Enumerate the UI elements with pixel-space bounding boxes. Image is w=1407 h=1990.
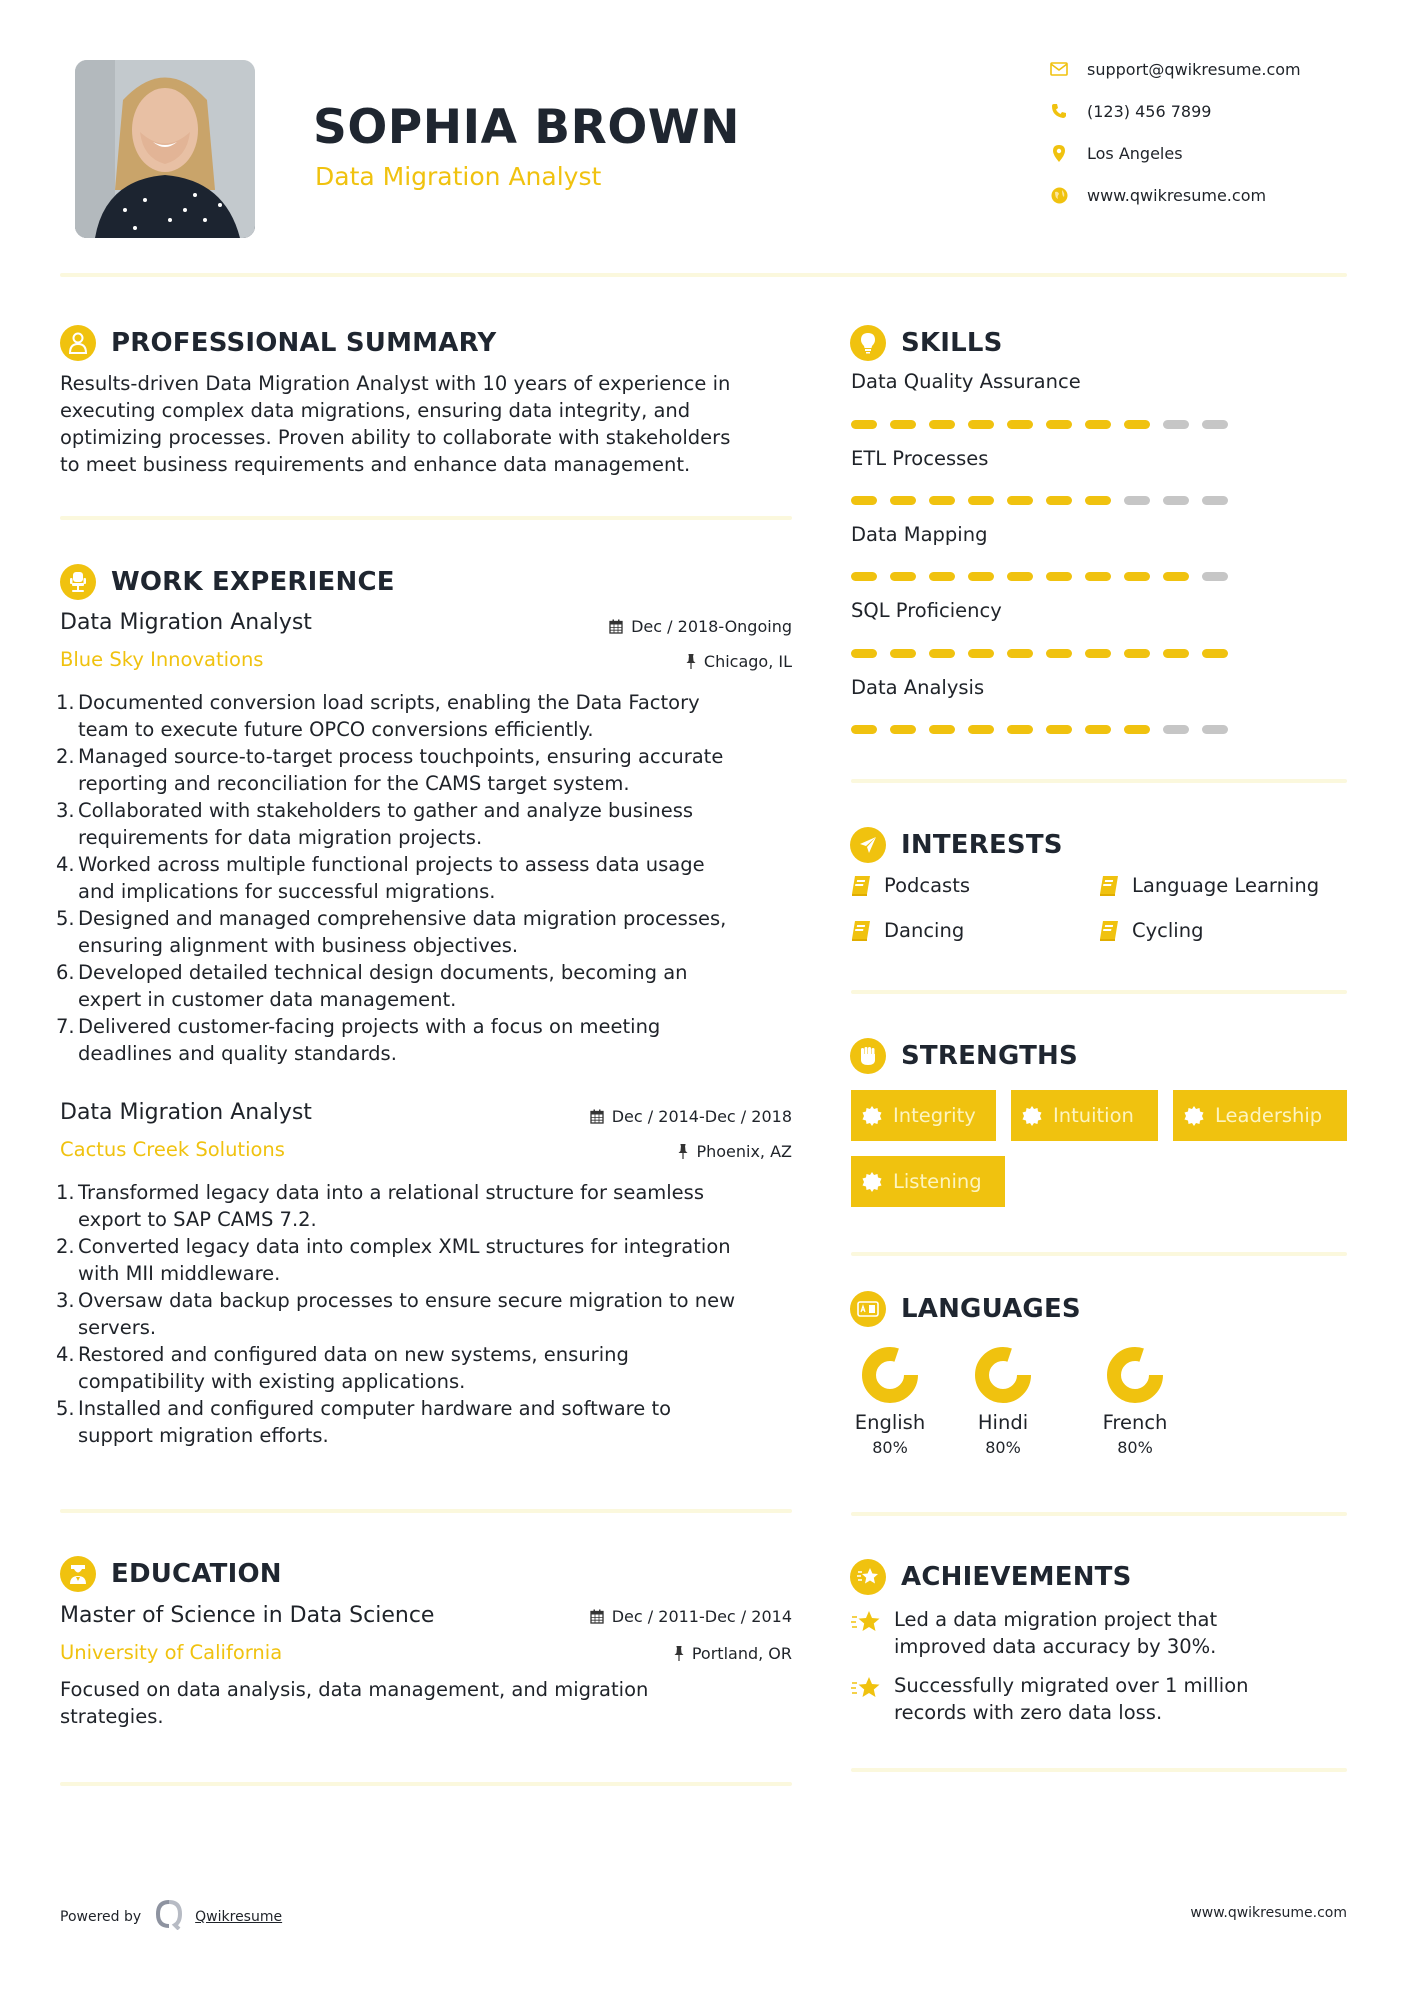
section-heading-strengths [850,1037,1078,1075]
language-percent: 80% [985,1438,1021,1457]
education-description [60,1676,800,1730]
fist-icon [850,1038,886,1074]
contact-email[interactable] [1048,57,1348,81]
company-name: Cactus Creek Solutions [60,1138,285,1161]
skill-segment [1046,496,1072,505]
skill-segment [968,725,994,734]
strength-label: Leadership [1215,1104,1323,1127]
graduate-icon [60,1556,96,1592]
skill-segment [851,572,877,581]
skill-segment [890,725,916,734]
job-dates-text: Dec / 2018-Ongoing [631,617,792,636]
list-item: 6. Developed detailed technical design documents, becoming an expert in customer data management. [56,961,688,1011]
list-item: 3. Oversaw data backup processes to ensure secure migration to new servers. [56,1289,736,1339]
achievement-line: improved data accuracy by 30%. [894,1635,1217,1658]
skill-segment [1007,572,1033,581]
education-dates-text: Dec / 2011-Dec / 2014 [611,1607,792,1626]
star-icon [851,1676,881,1700]
pushpin-icon [674,1646,684,1661]
section-title: PROFESSIONAL SUMMARY [111,328,497,358]
skill-segment [890,496,916,505]
list-item: 4. Worked across multiple functional projects to assess data usage and implications for successful migrations. [56,853,705,903]
strength-label: Integrity [893,1104,976,1127]
section-heading-skills [850,324,1003,362]
language-percent: 80% [872,1438,908,1457]
skill-name: SQL Proficiency [851,599,1002,622]
list-item: 5. Installed and configured computer hardware and software to support migration efforts. [56,1397,672,1447]
book-icon [851,875,871,897]
school-name: University of California [60,1641,283,1664]
education-line: Focused on data analysis, data management, and migration [60,1678,649,1701]
achievement-line: Successfully migrated over 1 million [894,1674,1249,1697]
skill-segment [1202,725,1228,734]
list-item: 7. Delivered customer-facing projects with a focus on meeting deadlines and quality standards. [56,1015,661,1065]
map-pin-icon [1048,142,1070,164]
skill-segment [890,420,916,429]
strength-chip [851,1156,1005,1207]
skill-segment [929,496,955,505]
skill-segment [1163,725,1189,734]
job-responsibilities [56,1179,800,1449]
summary-line: executing complex data migrations, ensuring data integrity, and [60,399,691,422]
book-icon [1099,875,1119,897]
skill-segment [1007,496,1033,505]
strength-label: Listening [893,1170,982,1193]
skill-segment [851,649,877,658]
section-heading-achievements [850,1558,1132,1596]
calendar-icon [590,1609,604,1624]
skill-segment [1202,649,1228,658]
skill-name: ETL Processes [851,447,989,470]
skill-segment [890,649,916,658]
achievement-item [851,1672,1347,1726]
language-item [943,1345,1063,1457]
section-heading-education [60,1555,282,1593]
job-location-text: Phoenix, AZ [696,1142,792,1161]
skill-segment [851,420,877,429]
language-progress-ring [1105,1345,1165,1405]
skill-segment [1046,420,1072,429]
skill-segment [1046,572,1072,581]
contact-phone[interactable] [1048,99,1348,123]
list-item: 4. Restored and configured data on new systems, ensuring compatibility with existing applications. [56,1343,629,1393]
skill-level-bar [851,572,1228,581]
skill-segment [1124,496,1150,505]
phone-icon [1048,100,1070,122]
calendar-icon [590,1109,604,1124]
section-heading-summary [60,324,496,362]
badge-icon [862,1106,882,1126]
footer-website[interactable]: www.qwikresume.com [1190,1905,1347,1921]
job-dates [500,1107,792,1126]
star-award-icon [850,1559,886,1595]
book-icon [1099,920,1119,942]
translate-icon [850,1291,886,1327]
job-responsibilities [56,689,800,1067]
skill-segment [1124,572,1150,581]
achievement-item [851,1606,1347,1660]
lightbulb-icon [850,325,886,361]
strength-label: Intuition [1053,1104,1134,1127]
language-item [830,1345,950,1457]
skill-segment [1202,496,1228,505]
section-divider [851,1512,1347,1516]
interest-label: Language Learning [1132,874,1320,897]
skill-segment [851,496,877,505]
summary-line: Results-driven Data Migration Analyst with 10 years of experience in [60,372,731,395]
website-text[interactable]: www.qwikresume.com [1087,185,1267,205]
globe-icon [1048,184,1070,206]
section-divider [60,516,792,520]
section-divider [851,990,1347,994]
strength-chip [1011,1090,1158,1141]
location-text: Los Angeles [1087,143,1183,163]
star-icon [851,1610,881,1634]
skill-level-bar [851,420,1228,429]
skill-level-bar [851,649,1228,658]
skill-segment [1085,496,1111,505]
skill-name: Data Mapping [851,523,988,546]
section-title: LANGUAGES [901,1294,1081,1324]
skill-segment [968,649,994,658]
skill-segment [929,572,955,581]
section-title: STRENGTHS [901,1041,1078,1071]
degree-title: Master of Science in Data Science [60,1603,435,1628]
job-title: Data Migration Analyst [60,1100,312,1125]
interest-label: Dancing [884,919,965,942]
skill-segment [1163,572,1189,581]
section-divider [851,779,1347,783]
skill-segment [968,572,994,581]
skill-segment [1007,420,1033,429]
job-location [500,652,792,671]
calendar-icon [609,619,623,634]
interest-item [1099,874,1319,897]
skill-segment [1163,496,1189,505]
pushpin-icon [686,654,696,669]
list-item: 5. Designed and managed comprehensive data migration processes, ensuring alignment with business objectives. [56,907,727,957]
skill-segment [968,496,994,505]
office-chair-icon [60,564,96,600]
candidate-name: SOPHIA BROWN [313,100,740,155]
section-heading-interests [850,826,1063,864]
email-text: support@qwikresume.com [1087,59,1301,79]
achievement-line: records with zero data loss. [894,1701,1163,1724]
powered-by-label: Powered by [60,1909,142,1925]
badge-icon [1184,1106,1204,1126]
strength-chip [1173,1090,1347,1141]
section-divider [60,1782,792,1786]
skill-level-bar [851,725,1228,734]
skill-segment [1007,725,1033,734]
list-item: 2. Converted legacy data into complex XML structures for integration with MII middleware. [56,1235,731,1285]
section-title: EDUCATION [111,1559,282,1589]
badge-icon [1022,1106,1042,1126]
book-icon [851,920,871,942]
job-dates-text: Dec / 2014-Dec / 2018 [611,1107,792,1126]
skill-segment [1124,649,1150,658]
interest-item [851,874,970,897]
interest-item [1099,919,1203,942]
interest-label: Podcasts [884,874,971,897]
skill-segment [1007,649,1033,658]
paper-plane-icon [850,827,886,863]
qwikresume-logo-icon [155,1900,183,1934]
skill-segment [1163,649,1189,658]
skill-segment [968,420,994,429]
education-line: strategies. [60,1705,164,1728]
skill-level-bar [851,496,1228,505]
contact-website[interactable] [1048,183,1348,207]
job-location [500,1142,792,1161]
company-name: Blue Sky Innovations [60,648,264,671]
section-divider [851,1768,1347,1772]
phone-text: (123) 456 7899 [1087,101,1212,121]
skill-segment [1202,572,1228,581]
section-title: SKILLS [901,328,1003,358]
list-item: 2. Managed source-to-target process touchpoints, ensuring accurate reporting and reconciliation for the CAMS target system. [56,745,724,795]
envelope-icon [1048,58,1070,80]
language-name: French [1102,1411,1168,1434]
language-item [1075,1345,1195,1457]
skill-segment [1085,649,1111,658]
skill-segment [929,649,955,658]
job-dates [500,617,792,636]
skill-segment [1085,420,1111,429]
job-title: Data Migration Analyst [60,610,312,635]
contact-location [1048,141,1348,165]
section-title: ACHIEVEMENTS [901,1562,1132,1592]
education-location-text: Portland, OR [691,1644,792,1663]
pushpin-icon [678,1144,688,1159]
education-dates [500,1607,792,1626]
section-divider [60,1509,792,1513]
qwikresume-link[interactable]: Qwikresume [195,1909,283,1925]
section-title: WORK EXPERIENCE [111,567,395,597]
list-item: 1. Documented conversion load scripts, enabling the Data Factory team to execute future OPCO conversions efficiently. [56,691,700,741]
language-progress-ring [973,1345,1033,1405]
summary-line: optimizing processes. Proven ability to collaborate with stakeholders [60,426,731,449]
summary-text [60,370,800,478]
skill-segment [890,572,916,581]
header-divider [60,273,1347,277]
summary-line: to meet business requirements and enhance data management. [60,453,691,476]
skill-segment [929,725,955,734]
achievement-line: Led a data migration project that [894,1608,1218,1631]
skill-segment [1046,649,1072,658]
language-name: Hindi [977,1411,1029,1434]
profile-photo [75,60,255,238]
skill-segment [929,420,955,429]
skill-segment [1085,572,1111,581]
skill-segment [1163,420,1189,429]
candidate-title: Data Migration Analyst [315,162,602,191]
section-title: INTERESTS [901,830,1063,860]
skill-name: Data Quality Assurance [851,370,1081,393]
strength-chip [851,1090,996,1141]
list-item: 3. Collaborated with stakeholders to gather and analyze business requirements for data migration projects. [56,799,694,849]
language-percent: 80% [1117,1438,1153,1457]
education-location [500,1644,792,1663]
language-progress-ring [860,1345,920,1405]
skill-name: Data Analysis [851,676,985,699]
interest-item [851,919,964,942]
skill-segment [1046,725,1072,734]
section-heading-languages [850,1290,1081,1328]
section-heading-experience [60,563,395,601]
interest-label: Cycling [1132,919,1204,942]
footer-powered-by [60,1900,282,1934]
skill-segment [851,725,877,734]
list-item: 1. Transformed legacy data into a relational structure for seamless export to SAP CAMS 7.2. [56,1181,704,1231]
skill-segment [1202,420,1228,429]
section-divider [851,1252,1347,1256]
skill-segment [1124,725,1150,734]
skill-segment [1124,420,1150,429]
job-location-text: Chicago, IL [703,652,792,671]
language-name: English [854,1411,926,1434]
portrait-image [75,60,255,238]
badge-icon [862,1172,882,1192]
skill-segment [1085,725,1111,734]
user-icon [60,325,96,361]
